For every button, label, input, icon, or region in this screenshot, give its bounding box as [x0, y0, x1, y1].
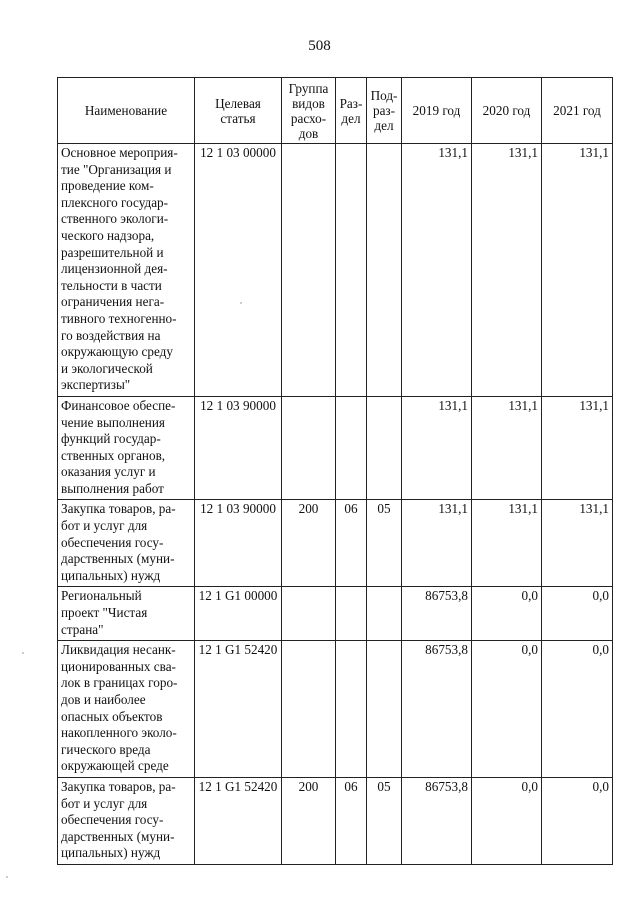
row-2019: 86753,8: [402, 641, 472, 778]
header-row: [58, 78, 613, 144]
row-subsection: [367, 641, 402, 778]
row-2020: 0,0: [472, 587, 542, 641]
row-2020: 131,1: [472, 144, 542, 397]
row-2021: 0,0: [542, 777, 613, 864]
row-section: [336, 396, 367, 500]
row-section: [336, 587, 367, 641]
row-subsection: [367, 396, 402, 500]
row-2021: 131,1: [542, 396, 613, 500]
row-subsection: [367, 587, 402, 641]
row-2020: 131,1: [472, 396, 542, 500]
scan-speck: [6, 876, 8, 878]
row-2019: 131,1: [402, 500, 472, 587]
row-2019: 86753,8: [402, 777, 472, 864]
page-number: 508: [308, 38, 331, 54]
row-section: [336, 641, 367, 778]
header-group: Группа видов расхо- дов: [282, 78, 336, 144]
table-row: [58, 777, 613, 864]
row-subsection: [367, 144, 402, 397]
row-2020: 0,0: [472, 641, 542, 778]
header-target: Целевая статья: [195, 78, 282, 144]
row-group: [282, 396, 336, 500]
header-2020: 2020 год: [472, 78, 542, 144]
table-row: [58, 396, 613, 500]
row-name: Региональный проект "Чистая страна": [58, 587, 195, 641]
row-target: 12 1 G1 52420: [195, 641, 282, 778]
table-row: [58, 500, 613, 587]
row-group: [282, 587, 336, 641]
header-section: Раз- дел: [336, 78, 367, 144]
table-row: [58, 144, 613, 397]
row-name: Ликвидация несанк- ционированных сва- лок в границах горо- дов и наиболее опасных объектов накопленного эколо- гического вреда окружающей среде: [58, 641, 195, 778]
scan-speck: [240, 302, 242, 304]
table-row: [58, 587, 613, 641]
row-name: Основное мероприя- тие "Организация и проведение ком- плексного государ- ственного экологи- ческого надзора, разрешительной и лицензионной дея- тельности в части ограничения нега- тивного техногенно- го воздействия на окружающую среду и экологической экспертизы": [58, 144, 195, 397]
row-2019: 86753,8: [402, 587, 472, 641]
header-2019: 2019 год: [402, 78, 472, 144]
row-2019: 131,1: [402, 396, 472, 500]
row-name: Закупка товаров, ра- бот и услуг для обеспечения госу- дарственных (муни- ципальных) нужд: [58, 777, 195, 864]
row-subsection: 05: [367, 777, 402, 864]
header-2021: 2021 год: [542, 78, 613, 144]
row-2021: 0,0: [542, 587, 613, 641]
row-2021: 0,0: [542, 641, 613, 778]
budget-table: [57, 77, 613, 865]
row-group: 200: [282, 500, 336, 587]
header-name: Наименование: [58, 78, 195, 144]
row-target: 12 1 03 90000: [195, 396, 282, 500]
scan-speck: [22, 652, 24, 654]
row-2019: 131,1: [402, 144, 472, 397]
row-group: [282, 641, 336, 778]
row-name: Закупка товаров, ра- бот и услуг для обеспечения госу- дарственных (муни- ципальных) нужд: [58, 500, 195, 587]
row-group: 200: [282, 777, 336, 864]
row-section: [336, 144, 367, 397]
row-2020: 131,1: [472, 500, 542, 587]
row-group: [282, 144, 336, 397]
row-target: 12 1 G1 52420: [195, 777, 282, 864]
row-target: 12 1 03 90000: [195, 500, 282, 587]
row-section: 06: [336, 500, 367, 587]
row-name: Финансовое обеспе- чение выполнения функций государ- ственных органов, оказания услуг и выполнения работ: [58, 396, 195, 500]
header-subsection: Под- раз- дел: [367, 78, 402, 144]
row-section: 06: [336, 777, 367, 864]
row-subsection: 05: [367, 500, 402, 587]
row-target: 12 1 G1 00000: [195, 587, 282, 641]
row-target: 12 1 03 00000: [195, 144, 282, 397]
table-row: [58, 641, 613, 778]
row-2021: 131,1: [542, 144, 613, 397]
row-2020: 0,0: [472, 777, 542, 864]
row-2021: 131,1: [542, 500, 613, 587]
